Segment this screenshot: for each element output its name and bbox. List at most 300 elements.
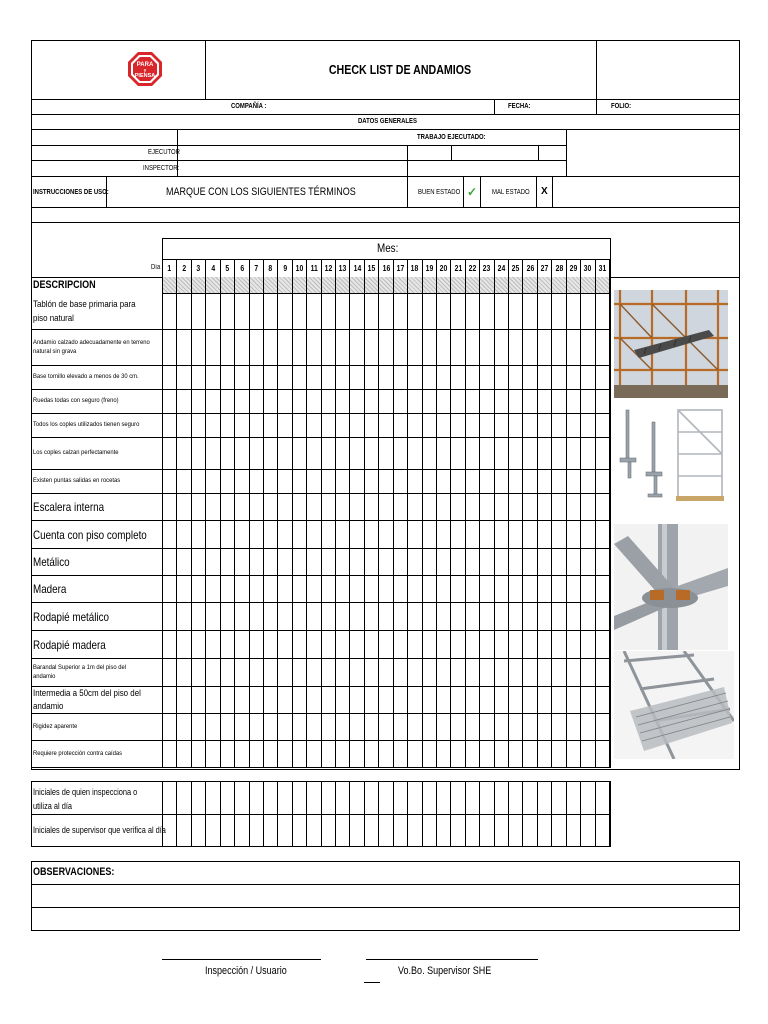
check-cell-14-day-6[interactable] (235, 659, 249, 687)
check-cell-6-day-26[interactable] (523, 438, 537, 470)
check-cell-12-day-4[interactable] (206, 603, 220, 631)
check-cell-11-day-19[interactable] (423, 576, 437, 603)
check-cell-13-day-26[interactable] (523, 631, 537, 659)
check-cell-3-day-24[interactable] (495, 366, 509, 390)
check-cell-2-day-28[interactable] (552, 330, 566, 366)
check-cell-14-day-17[interactable] (394, 659, 408, 687)
supervisor-initials-cell-day-3[interactable] (192, 814, 206, 847)
check-cell-2-day-11[interactable] (307, 330, 321, 366)
check-cell-14-day-31[interactable] (596, 659, 610, 687)
check-cell-16-day-16[interactable] (379, 714, 393, 741)
check-cell-12-day-21[interactable] (451, 603, 465, 631)
check-cell-13-day-13[interactable] (336, 631, 350, 659)
user-initials-cell-day-4[interactable] (206, 781, 220, 814)
user-initials-cell-day-16[interactable] (379, 781, 393, 814)
check-cell-11-day-28[interactable] (552, 576, 566, 603)
check-cell-7-day-26[interactable] (523, 470, 537, 494)
check-cell-15-day-7[interactable] (250, 687, 264, 714)
supervisor-initials-cell-day-31[interactable] (596, 814, 610, 847)
check-cell-16-day-7[interactable] (250, 714, 264, 741)
supervisor-initials-cell-day-28[interactable] (552, 814, 566, 847)
check-cell-10-day-27[interactable] (538, 549, 552, 576)
check-cell-1-day-29[interactable] (567, 294, 581, 330)
check-cell-9-day-27[interactable] (538, 521, 552, 549)
check-cell-17-day-20[interactable] (437, 741, 451, 768)
check-cell-15-day-4[interactable] (206, 687, 220, 714)
check-cell-3-day-2[interactable] (177, 366, 191, 390)
check-cell-9-day-1[interactable] (163, 521, 177, 549)
check-cell-4-day-20[interactable] (437, 390, 451, 414)
check-cell-9-day-14[interactable] (350, 521, 364, 549)
check-cell-3-day-31[interactable] (596, 366, 610, 390)
check-cell-13-day-17[interactable] (394, 631, 408, 659)
check-cell-15-day-25[interactable] (509, 687, 523, 714)
user-initials-cell-day-12[interactable] (322, 781, 336, 814)
supervisor-initials-cell-day-9[interactable] (278, 814, 292, 847)
check-cell-15-day-20[interactable] (437, 687, 451, 714)
check-cell-4-day-11[interactable] (307, 390, 321, 414)
check-cell-2-day-22[interactable] (466, 330, 480, 366)
check-cell-2-day-30[interactable] (581, 330, 595, 366)
check-cell-1-day-11[interactable] (307, 294, 321, 330)
check-cell-4-day-31[interactable] (596, 390, 610, 414)
check-cell-11-day-18[interactable] (408, 576, 422, 603)
check-cell-8-day-18[interactable] (408, 494, 422, 521)
user-initials-cell-day-6[interactable] (235, 781, 249, 814)
check-cell-12-day-23[interactable] (480, 603, 494, 631)
check-cell-15-day-21[interactable] (451, 687, 465, 714)
check-cell-15-day-14[interactable] (350, 687, 364, 714)
supervisor-initials-cell-day-22[interactable] (466, 814, 480, 847)
check-cell-5-day-16[interactable] (379, 414, 393, 438)
check-cell-16-day-4[interactable] (206, 714, 220, 741)
supervisor-initials-cell-day-23[interactable] (480, 814, 494, 847)
check-cell-5-day-10[interactable] (293, 414, 307, 438)
check-cell-6-day-2[interactable] (177, 438, 191, 470)
check-cell-16-day-31[interactable] (596, 714, 610, 741)
check-cell-14-day-3[interactable] (192, 659, 206, 687)
check-cell-2-day-23[interactable] (480, 330, 494, 366)
check-cell-13-day-15[interactable] (365, 631, 379, 659)
check-cell-2-day-24[interactable] (495, 330, 509, 366)
check-cell-4-day-30[interactable] (581, 390, 595, 414)
check-cell-5-day-11[interactable] (307, 414, 321, 438)
check-cell-11-day-3[interactable] (192, 576, 206, 603)
check-cell-1-day-20[interactable] (437, 294, 451, 330)
check-cell-7-day-12[interactable] (322, 470, 336, 494)
supervisor-initials-cell-day-15[interactable] (365, 814, 379, 847)
check-cell-1-day-18[interactable] (408, 294, 422, 330)
check-cell-13-day-23[interactable] (480, 631, 494, 659)
check-cell-10-day-3[interactable] (192, 549, 206, 576)
check-cell-11-day-21[interactable] (451, 576, 465, 603)
check-cell-13-day-7[interactable] (250, 631, 264, 659)
check-cell-9-day-5[interactable] (221, 521, 235, 549)
supervisor-initials-cell-day-12[interactable] (322, 814, 336, 847)
check-cell-10-day-26[interactable] (523, 549, 537, 576)
check-cell-15-day-23[interactable] (480, 687, 494, 714)
check-cell-13-day-5[interactable] (221, 631, 235, 659)
check-cell-17-day-19[interactable] (423, 741, 437, 768)
check-cell-7-day-30[interactable] (581, 470, 595, 494)
check-cell-5-day-20[interactable] (437, 414, 451, 438)
check-cell-16-day-28[interactable] (552, 714, 566, 741)
check-cell-7-day-1[interactable] (163, 470, 177, 494)
check-cell-7-day-10[interactable] (293, 470, 307, 494)
check-cell-10-day-31[interactable] (596, 549, 610, 576)
user-initials-cell-day-18[interactable] (408, 781, 422, 814)
user-initials-cell-day-13[interactable] (336, 781, 350, 814)
check-cell-5-day-9[interactable] (278, 414, 292, 438)
check-cell-15-day-30[interactable] (581, 687, 595, 714)
check-cell-15-day-3[interactable] (192, 687, 206, 714)
check-cell-8-day-16[interactable] (379, 494, 393, 521)
check-cell-4-day-25[interactable] (509, 390, 523, 414)
check-cell-9-day-28[interactable] (552, 521, 566, 549)
check-cell-7-day-18[interactable] (408, 470, 422, 494)
check-cell-4-day-24[interactable] (495, 390, 509, 414)
check-cell-12-day-16[interactable] (379, 603, 393, 631)
check-cell-5-day-15[interactable] (365, 414, 379, 438)
check-cell-16-day-21[interactable] (451, 714, 465, 741)
check-cell-5-day-29[interactable] (567, 414, 581, 438)
check-cell-9-day-13[interactable] (336, 521, 350, 549)
check-cell-14-day-9[interactable] (278, 659, 292, 687)
check-cell-15-day-26[interactable] (523, 687, 537, 714)
check-cell-11-day-26[interactable] (523, 576, 537, 603)
check-cell-9-day-15[interactable] (365, 521, 379, 549)
check-cell-16-day-8[interactable] (264, 714, 278, 741)
check-cell-10-day-5[interactable] (221, 549, 235, 576)
check-cell-14-day-12[interactable] (322, 659, 336, 687)
check-cell-16-day-25[interactable] (509, 714, 523, 741)
check-cell-4-day-13[interactable] (336, 390, 350, 414)
check-cell-12-day-10[interactable] (293, 603, 307, 631)
check-cell-17-day-1[interactable] (163, 741, 177, 768)
check-cell-2-day-2[interactable] (177, 330, 191, 366)
check-cell-12-day-3[interactable] (192, 603, 206, 631)
user-initials-cell-day-21[interactable] (451, 781, 465, 814)
check-cell-9-day-20[interactable] (437, 521, 451, 549)
check-cell-9-day-6[interactable] (235, 521, 249, 549)
check-cell-10-day-13[interactable] (336, 549, 350, 576)
check-cell-12-day-12[interactable] (322, 603, 336, 631)
check-cell-5-day-3[interactable] (192, 414, 206, 438)
check-cell-6-day-12[interactable] (322, 438, 336, 470)
check-cell-5-day-4[interactable] (206, 414, 220, 438)
check-cell-10-day-18[interactable] (408, 549, 422, 576)
check-cell-12-day-7[interactable] (250, 603, 264, 631)
check-cell-8-day-10[interactable] (293, 494, 307, 521)
check-cell-3-day-23[interactable] (480, 366, 494, 390)
supervisor-initials-cell-day-13[interactable] (336, 814, 350, 847)
check-cell-7-day-24[interactable] (495, 470, 509, 494)
supervisor-initials-cell-day-25[interactable] (509, 814, 523, 847)
user-initials-cell-day-5[interactable] (221, 781, 235, 814)
check-cell-1-day-14[interactable] (350, 294, 364, 330)
check-cell-3-day-1[interactable] (163, 366, 177, 390)
check-cell-7-day-14[interactable] (350, 470, 364, 494)
check-cell-12-day-24[interactable] (495, 603, 509, 631)
check-cell-3-day-13[interactable] (336, 366, 350, 390)
check-cell-9-day-29[interactable] (567, 521, 581, 549)
check-cell-17-day-6[interactable] (235, 741, 249, 768)
check-cell-7-day-8[interactable] (264, 470, 278, 494)
check-cell-3-day-17[interactable] (394, 366, 408, 390)
check-cell-9-day-8[interactable] (264, 521, 278, 549)
check-cell-2-day-31[interactable] (596, 330, 610, 366)
check-cell-15-day-5[interactable] (221, 687, 235, 714)
check-cell-3-day-22[interactable] (466, 366, 480, 390)
check-cell-4-day-15[interactable] (365, 390, 379, 414)
check-cell-9-day-21[interactable] (451, 521, 465, 549)
supervisor-initials-cell-day-27[interactable] (538, 814, 552, 847)
check-cell-8-day-21[interactable] (451, 494, 465, 521)
check-cell-6-day-8[interactable] (264, 438, 278, 470)
check-cell-7-day-31[interactable] (596, 470, 610, 494)
check-cell-14-day-14[interactable] (350, 659, 364, 687)
check-cell-6-day-16[interactable] (379, 438, 393, 470)
check-cell-12-day-14[interactable] (350, 603, 364, 631)
check-cell-10-day-6[interactable] (235, 549, 249, 576)
check-cell-8-day-11[interactable] (307, 494, 321, 521)
check-cell-4-day-6[interactable] (235, 390, 249, 414)
check-cell-16-day-12[interactable] (322, 714, 336, 741)
user-initials-cell-day-17[interactable] (394, 781, 408, 814)
check-cell-7-day-22[interactable] (466, 470, 480, 494)
check-cell-1-day-3[interactable] (192, 294, 206, 330)
check-cell-3-day-5[interactable] (221, 366, 235, 390)
check-cell-11-day-7[interactable] (250, 576, 264, 603)
check-cell-10-day-8[interactable] (264, 549, 278, 576)
check-cell-5-day-2[interactable] (177, 414, 191, 438)
check-cell-3-day-10[interactable] (293, 366, 307, 390)
check-cell-13-day-29[interactable] (567, 631, 581, 659)
check-cell-9-day-31[interactable] (596, 521, 610, 549)
check-cell-4-day-27[interactable] (538, 390, 552, 414)
check-cell-16-day-24[interactable] (495, 714, 509, 741)
check-cell-5-day-1[interactable] (163, 414, 177, 438)
user-initials-cell-day-3[interactable] (192, 781, 206, 814)
check-cell-15-day-9[interactable] (278, 687, 292, 714)
check-cell-7-day-28[interactable] (552, 470, 566, 494)
check-cell-16-day-29[interactable] (567, 714, 581, 741)
check-cell-11-day-13[interactable] (336, 576, 350, 603)
supervisor-initials-cell-day-8[interactable] (264, 814, 278, 847)
check-cell-11-day-9[interactable] (278, 576, 292, 603)
check-cell-5-day-8[interactable] (264, 414, 278, 438)
check-cell-2-day-3[interactable] (192, 330, 206, 366)
check-cell-13-day-12[interactable] (322, 631, 336, 659)
check-cell-14-day-2[interactable] (177, 659, 191, 687)
check-cell-10-day-19[interactable] (423, 549, 437, 576)
check-cell-13-day-28[interactable] (552, 631, 566, 659)
check-cell-13-day-1[interactable] (163, 631, 177, 659)
check-cell-8-day-9[interactable] (278, 494, 292, 521)
check-cell-17-day-16[interactable] (379, 741, 393, 768)
check-cell-17-day-8[interactable] (264, 741, 278, 768)
supervisor-initials-cell-day-17[interactable] (394, 814, 408, 847)
check-cell-10-day-24[interactable] (495, 549, 509, 576)
check-cell-6-day-10[interactable] (293, 438, 307, 470)
user-initials-cell-day-8[interactable] (264, 781, 278, 814)
supervisor-initials-cell-day-4[interactable] (206, 814, 220, 847)
check-cell-13-day-9[interactable] (278, 631, 292, 659)
check-cell-5-day-30[interactable] (581, 414, 595, 438)
check-cell-16-day-10[interactable] (293, 714, 307, 741)
check-cell-7-day-13[interactable] (336, 470, 350, 494)
check-cell-2-day-5[interactable] (221, 330, 235, 366)
check-cell-15-day-11[interactable] (307, 687, 321, 714)
supervisor-initials-cell-day-19[interactable] (423, 814, 437, 847)
user-initials-cell-day-22[interactable] (466, 781, 480, 814)
check-cell-16-day-5[interactable] (221, 714, 235, 741)
check-cell-17-day-23[interactable] (480, 741, 494, 768)
check-cell-12-day-20[interactable] (437, 603, 451, 631)
user-initials-cell-day-29[interactable] (567, 781, 581, 814)
check-cell-17-day-15[interactable] (365, 741, 379, 768)
check-cell-5-day-23[interactable] (480, 414, 494, 438)
check-cell-6-day-20[interactable] (437, 438, 451, 470)
check-cell-13-day-30[interactable] (581, 631, 595, 659)
check-cell-5-day-24[interactable] (495, 414, 509, 438)
check-cell-5-day-17[interactable] (394, 414, 408, 438)
check-cell-16-day-23[interactable] (480, 714, 494, 741)
check-cell-16-day-9[interactable] (278, 714, 292, 741)
check-cell-7-day-27[interactable] (538, 470, 552, 494)
check-cell-11-day-24[interactable] (495, 576, 509, 603)
check-cell-17-day-28[interactable] (552, 741, 566, 768)
check-cell-10-day-1[interactable] (163, 549, 177, 576)
check-cell-13-day-16[interactable] (379, 631, 393, 659)
check-cell-8-day-8[interactable] (264, 494, 278, 521)
check-cell-4-day-10[interactable] (293, 390, 307, 414)
check-cell-2-day-17[interactable] (394, 330, 408, 366)
check-cell-1-day-24[interactable] (495, 294, 509, 330)
check-cell-12-day-31[interactable] (596, 603, 610, 631)
check-cell-15-day-8[interactable] (264, 687, 278, 714)
check-cell-1-day-2[interactable] (177, 294, 191, 330)
check-cell-10-day-4[interactable] (206, 549, 220, 576)
check-cell-14-day-5[interactable] (221, 659, 235, 687)
check-cell-14-day-26[interactable] (523, 659, 537, 687)
check-cell-5-day-31[interactable] (596, 414, 610, 438)
check-cell-5-day-6[interactable] (235, 414, 249, 438)
check-cell-4-day-14[interactable] (350, 390, 364, 414)
user-initials-cell-day-31[interactable] (596, 781, 610, 814)
check-cell-2-day-1[interactable] (163, 330, 177, 366)
check-cell-16-day-17[interactable] (394, 714, 408, 741)
check-cell-7-day-9[interactable] (278, 470, 292, 494)
check-cell-6-day-25[interactable] (509, 438, 523, 470)
check-cell-17-day-5[interactable] (221, 741, 235, 768)
check-cell-12-day-11[interactable] (307, 603, 321, 631)
check-cell-16-day-20[interactable] (437, 714, 451, 741)
check-cell-13-day-22[interactable] (466, 631, 480, 659)
check-cell-7-day-19[interactable] (423, 470, 437, 494)
check-cell-4-day-5[interactable] (221, 390, 235, 414)
check-cell-6-day-4[interactable] (206, 438, 220, 470)
check-cell-2-day-7[interactable] (250, 330, 264, 366)
check-cell-14-day-18[interactable] (408, 659, 422, 687)
check-cell-6-day-17[interactable] (394, 438, 408, 470)
check-cell-16-day-14[interactable] (350, 714, 364, 741)
check-cell-13-day-19[interactable] (423, 631, 437, 659)
check-cell-12-day-8[interactable] (264, 603, 278, 631)
supervisor-initials-cell-day-11[interactable] (307, 814, 321, 847)
check-cell-4-day-21[interactable] (451, 390, 465, 414)
check-cell-17-day-10[interactable] (293, 741, 307, 768)
check-cell-1-day-10[interactable] (293, 294, 307, 330)
check-cell-14-day-7[interactable] (250, 659, 264, 687)
check-cell-3-day-6[interactable] (235, 366, 249, 390)
check-cell-14-day-24[interactable] (495, 659, 509, 687)
check-cell-6-day-13[interactable] (336, 438, 350, 470)
check-cell-10-day-11[interactable] (307, 549, 321, 576)
check-cell-14-day-19[interactable] (423, 659, 437, 687)
check-cell-17-day-7[interactable] (250, 741, 264, 768)
check-cell-7-day-15[interactable] (365, 470, 379, 494)
check-cell-4-day-29[interactable] (567, 390, 581, 414)
check-cell-17-day-24[interactable] (495, 741, 509, 768)
check-cell-7-day-20[interactable] (437, 470, 451, 494)
check-cell-7-day-21[interactable] (451, 470, 465, 494)
check-cell-3-day-9[interactable] (278, 366, 292, 390)
supervisor-initials-cell-day-30[interactable] (581, 814, 595, 847)
check-cell-10-day-28[interactable] (552, 549, 566, 576)
check-cell-15-day-18[interactable] (408, 687, 422, 714)
check-cell-1-day-4[interactable] (206, 294, 220, 330)
check-cell-8-day-6[interactable] (235, 494, 249, 521)
check-cell-2-day-6[interactable] (235, 330, 249, 366)
check-cell-1-day-25[interactable] (509, 294, 523, 330)
check-cell-10-day-25[interactable] (509, 549, 523, 576)
check-cell-14-day-11[interactable] (307, 659, 321, 687)
check-cell-4-day-26[interactable] (523, 390, 537, 414)
check-cell-16-day-19[interactable] (423, 714, 437, 741)
check-cell-11-day-4[interactable] (206, 576, 220, 603)
check-cell-4-day-19[interactable] (423, 390, 437, 414)
check-cell-7-day-23[interactable] (480, 470, 494, 494)
check-cell-13-day-3[interactable] (192, 631, 206, 659)
user-initials-cell-day-26[interactable] (523, 781, 537, 814)
check-cell-4-day-12[interactable] (322, 390, 336, 414)
check-cell-1-day-26[interactable] (523, 294, 537, 330)
user-initials-cell-day-28[interactable] (552, 781, 566, 814)
supervisor-initials-cell-day-7[interactable] (250, 814, 264, 847)
check-cell-8-day-13[interactable] (336, 494, 350, 521)
check-cell-11-day-14[interactable] (350, 576, 364, 603)
check-cell-1-day-15[interactable] (365, 294, 379, 330)
user-initials-cell-day-23[interactable] (480, 781, 494, 814)
check-cell-12-day-9[interactable] (278, 603, 292, 631)
check-cell-5-day-25[interactable] (509, 414, 523, 438)
check-cell-15-day-2[interactable] (177, 687, 191, 714)
check-cell-14-day-10[interactable] (293, 659, 307, 687)
check-cell-15-day-28[interactable] (552, 687, 566, 714)
check-cell-1-day-6[interactable] (235, 294, 249, 330)
check-cell-2-day-20[interactable] (437, 330, 451, 366)
check-cell-13-day-14[interactable] (350, 631, 364, 659)
check-cell-17-day-13[interactable] (336, 741, 350, 768)
supervisor-initials-cell-day-21[interactable] (451, 814, 465, 847)
check-cell-13-day-2[interactable] (177, 631, 191, 659)
supervisor-initials-cell-day-14[interactable] (350, 814, 364, 847)
check-cell-8-day-31[interactable] (596, 494, 610, 521)
check-cell-15-day-29[interactable] (567, 687, 581, 714)
check-cell-5-day-13[interactable] (336, 414, 350, 438)
check-cell-8-day-15[interactable] (365, 494, 379, 521)
